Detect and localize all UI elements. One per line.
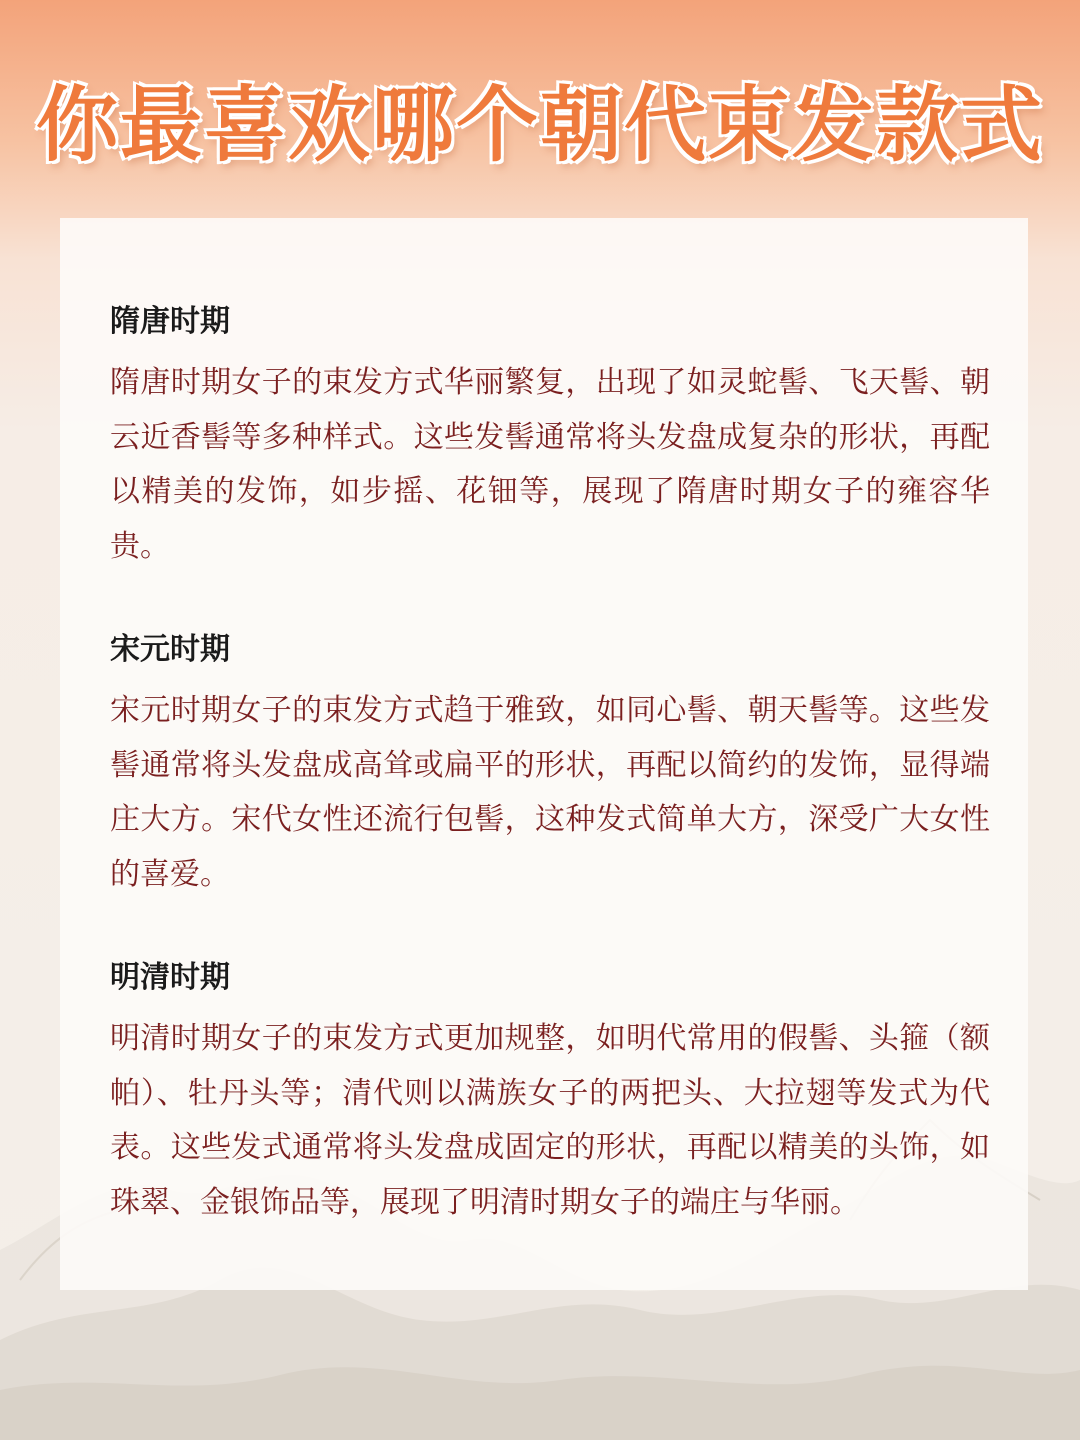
section-ming-qing xyxy=(110,958,990,1230)
content-card xyxy=(60,218,1028,1290)
section-body: 隋唐时期女子的束发方式华丽繁复，出现了如灵蛇髻、飞天髻、朝云近香髻等多种样式。这些发髻通常将头发盘成复杂的形状，再配以精美的发饰，如步摇、花钿等，展现了隋唐时期女子的雍容华贵。 xyxy=(110,365,990,564)
page-title: 你最喜欢哪个朝代束发款式 xyxy=(35,77,1044,173)
section-heading: 隋唐时期 xyxy=(110,304,230,339)
section-heading: 明清时期 xyxy=(110,960,230,995)
section-body: 宋元时期女子的束发方式趋于雅致，如同心髻、朝天髻等。这些发髻通常将头发盘成高耸或扁平的形状，再配以简约的发饰，显得端庄大方。宋代女性还流行包髻，这种发式简单大方，深受广大女性的喜爱。 xyxy=(110,693,990,892)
section-song-yuan xyxy=(110,630,990,902)
section-sui-tang xyxy=(110,302,990,574)
section-heading: 宋元时期 xyxy=(110,632,230,667)
section-body: 明清时期女子的束发方式更加规整，如明代常用的假髻、头箍（额帕）、牡丹头等；清代则以满族女子的两把头、大拉翅等发式为代表。这些发式通常将头发盘成固定的形状，再配以精美的头饰，如珠翠、金银饰品等，展现了明清时期女子的端庄与华丽。 xyxy=(110,1021,990,1220)
